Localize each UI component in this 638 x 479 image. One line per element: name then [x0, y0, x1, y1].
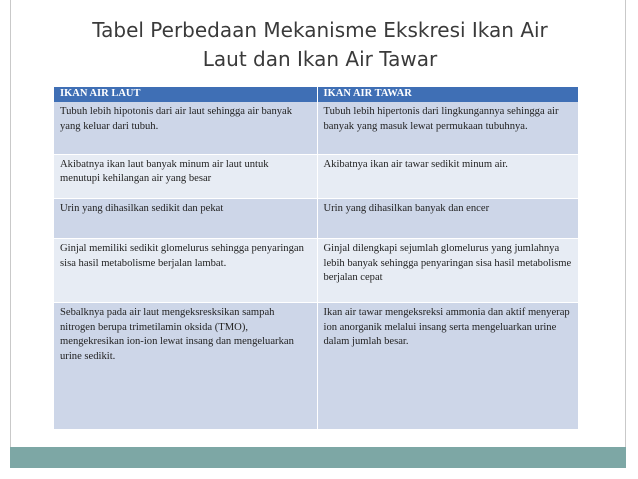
cell-tawar: Urin yang dihasilkan banyak dan encer: [317, 198, 578, 238]
table-row: [54, 102, 578, 154]
cell-laut: Tubuh lebih hipotonis dari air laut sehingga air banyak yang keluar dari tubuh.: [54, 102, 317, 154]
cell-tawar: Ikan air tawar mengeksreksi ammonia dan aktif menyerap ion anorganik melalui insang serta mengeluarkan urine dalam jumlah besar.: [317, 303, 578, 430]
table-header-row: [54, 87, 578, 102]
cell-tawar: Ginjal dilengkapi sejumlah glomelurus yang jumlahnya lebih banyak sehingga penyaringan sisa hasil metabolisme berjalan cepat: [317, 239, 578, 303]
table-row: [54, 198, 578, 238]
slide-title: [40, 16, 600, 74]
table-row: [54, 239, 578, 303]
cell-laut: Akibatnya ikan laut banyak minum air laut untuk menutupi kehilangan air yang besar: [54, 154, 317, 198]
cell-laut: Urin yang dihasilkan sedikit dan pekat: [54, 198, 317, 238]
table-row: [54, 303, 578, 430]
title-line-2: Laut dan Ikan Air Tawar: [202, 47, 438, 71]
cell-laut: Sebalknya pada air laut mengeksresksikan sampah nitrogen berupa trimetilamin oksida (TMO), mengekresikan ion-ion lewat insang dan mengeluarkan urine sedikit.: [54, 303, 317, 430]
title-line-1: Tabel Perbedaan Mekanisme Ekskresi Ikan Air: [92, 18, 548, 42]
header-ikan-air-laut: IKAN AIR LAUT: [54, 87, 317, 102]
cell-tawar: Akibatnya ikan air tawar sedikit minum air.: [317, 154, 578, 198]
comparison-table: [54, 87, 579, 430]
footer-bar: [10, 447, 626, 468]
cell-laut: Ginjal memiliki sedikit glomelurus sehingga penyaringan sisa hasil metabolisme berjalan lambat.: [54, 239, 317, 303]
cell-tawar: Tubuh lebih hipertonis dari lingkungannya sehingga air banyak yang masuk lewat permukaan tubuhnya.: [317, 102, 578, 154]
table-row: [54, 154, 578, 198]
header-ikan-air-tawar: IKAN AIR TAWAR: [317, 87, 578, 102]
